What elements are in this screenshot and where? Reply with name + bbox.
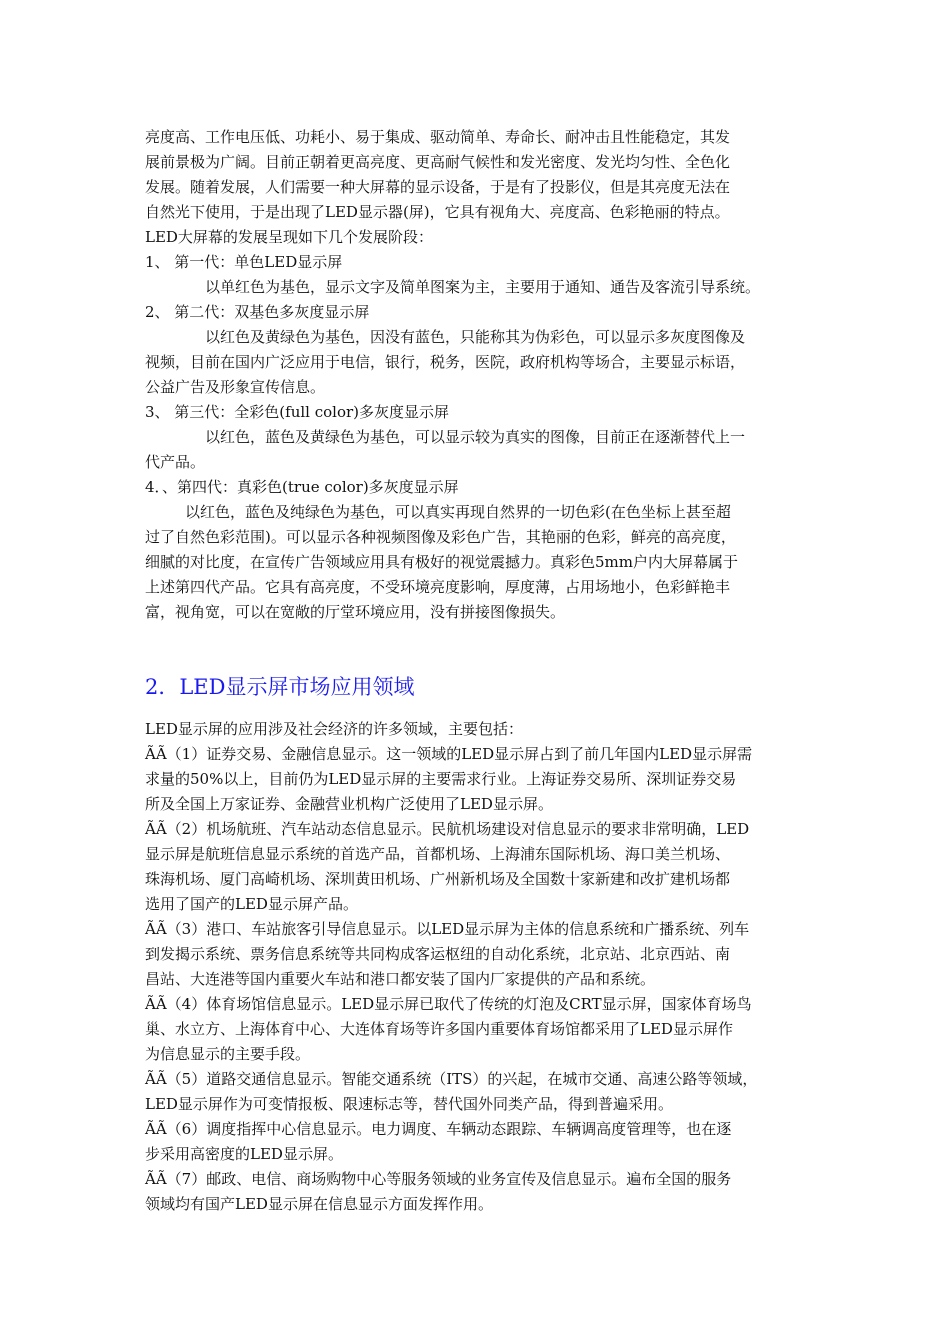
list-item-title: 3、 第三代：全彩色(full color)多灰度显示屏 bbox=[145, 403, 450, 421]
list-item-text: ÃÃ（4）体育场馆信息显示。LED显示屏已取代了传统的灯泡及CRT显示屏，国家体育场鸟 bbox=[145, 995, 752, 1013]
list-item-text: ÃÃ（1）证券交易、金融信息显示。这一领域的LED显示屏占到了前几年国内LED显示屏需 bbox=[145, 745, 753, 763]
text-line: 领域均有国产LED显示屏在信息显示方面发挥作用。 bbox=[145, 1195, 493, 1213]
text-line: 选用了国产的LED显示屏产品。 bbox=[145, 895, 358, 913]
text-line: 亮度高、工作电压低、功耗小、易于集成、驱动简单、寿命长、耐冲击且性能稳定，其发 bbox=[145, 128, 731, 146]
text-line: 珠海机场、厦门高崎机场、深圳黄田机场、广州新机场及全国数十家新建和改扩建机场都 bbox=[145, 870, 731, 888]
text-line: 展前景极为广阔。目前正朝着更高亮度、更高耐气候性和发光密度、发光均匀性、全色化 bbox=[145, 153, 731, 171]
text-line: 上述第四代产品。它具有高亮度，不受环境亮度影响，厚度薄，占用场地小，色彩鲜艳丰 bbox=[145, 578, 731, 596]
list-item-text: 以红色，蓝色及黄绿色为基色，可以显示较为真实的图像，目前正在逐渐替代上一 bbox=[205, 428, 746, 446]
list-item-text: ÃÃ（5）道路交通信息显示。智能交通系统（ITS）的兴起，在城市交通、高速公路等领域， bbox=[145, 1070, 758, 1088]
text-line: LED大屏幕的发展呈现如下几个发展阶段： bbox=[145, 228, 433, 246]
list-item-text: ÃÃ（3）港口、车站旅客引导信息显示。以LED显示屏为主体的信息系统和广播系统、列车 bbox=[145, 920, 750, 938]
list-item-title: 2、 第二代：双基色多灰度显示屏 bbox=[145, 303, 370, 321]
text-line: 代产品。 bbox=[145, 453, 206, 471]
text-line: LED显示屏的应用涉及社会经济的许多领域，主要包括： bbox=[145, 720, 523, 738]
text-line: 过了自然色彩范围)。可以显示各种视频图像及彩色广告，其艳丽的色彩，鲜亮的高亮度， bbox=[145, 528, 736, 546]
list-item-text: ÃÃ（2）机场航班、汽车站动态信息显示。民航机场建设对信息显示的要求非常明确，LED bbox=[145, 820, 750, 838]
text-line: 富，视角宽，可以在宽敞的厅堂环境应用，没有拼接图像损失。 bbox=[145, 603, 566, 621]
text-line: 昌站、大连港等国内重要火车站和港口都安装了国内厂家提供的产品和系统。 bbox=[145, 970, 656, 988]
list-item-title: 4．、第四代：真彩色(true color)多灰度显示屏 bbox=[145, 478, 459, 496]
text-line: 视频，目前在国内广泛应用于电信，银行，税务，医院，政府机构等场合，主要显示标语， bbox=[145, 353, 746, 371]
text-line: 为信息显示的主要手段。 bbox=[145, 1045, 311, 1063]
text-line: 发展。随着发展，人们需要一种大屏幕的显示设备，于是有了投影仪，但是其亮度无法在 bbox=[145, 178, 731, 196]
list-item-text: ÃÃ（7）邮政、电信、商场购物中心等服务领域的业务宣传及信息显示。遍布全国的服务 bbox=[145, 1170, 732, 1188]
text-line: 巢、水立方、上海体育中心、大连体育场等许多国内重要体育场馆都采用了LED显示屏作 bbox=[145, 1020, 733, 1038]
text-line: 细腻的对比度，在宣传广告领域应用具有极好的视觉震撼力。真彩色5mm户内大屏幕属于 bbox=[145, 553, 738, 571]
list-item-text: ÃÃ（6）调度指挥中心信息显示。电力调度、车辆动态跟踪、车辆调高度管理等，也在逐 bbox=[145, 1120, 732, 1138]
list-item-text: 以红色，蓝色及纯绿色为基色，可以真实再现自然界的一切色彩(在色坐标上甚至超 bbox=[185, 503, 731, 521]
text-line: LED显示屏作为可变情报板、限速标志等，替代国外同类产品，得到普遍采用。 bbox=[145, 1095, 673, 1113]
text-line: 自然光下使用，于是出现了LED显示器(屏)，它具有视角大、亮度高、色彩艳丽的特点。 bbox=[145, 203, 730, 221]
text-line: 步采用高密度的LED显示屏。 bbox=[145, 1145, 343, 1163]
list-item-title: 1、 第一代：单色LED显示屏 bbox=[145, 253, 343, 271]
text-line: 到发揭示系统、票务信息系统等共同构成客运枢纽的自动化系统，北京站、北京西站、南 bbox=[145, 945, 731, 963]
text-line: 显示屏是航班信息显示系统的首选产品，首都机场、上海浦东国际机场、海口美兰机场、 bbox=[145, 845, 731, 863]
text-line: 所及全国上万家证券、金融营业机构广泛使用了LED显示屏。 bbox=[145, 795, 553, 813]
section-heading: 2．LED显示屏市场应用领域 bbox=[145, 675, 415, 700]
list-item-text: 以红色及黄绿色为基色，因没有蓝色，只能称其为伪彩色，可以显示多灰度图像及 bbox=[205, 328, 746, 346]
text-line: 公益广告及形象宣传信息。 bbox=[145, 378, 326, 396]
list-item-text: 以单红色为基色，显示文字及简单图案为主，主要用于通知、通告及客流引导系统。 bbox=[205, 278, 761, 296]
text-line: 求量的50%以上，目前仍为LED显示屏的主要需求行业。上海证券交易所、深圳证券交易 bbox=[145, 770, 737, 788]
